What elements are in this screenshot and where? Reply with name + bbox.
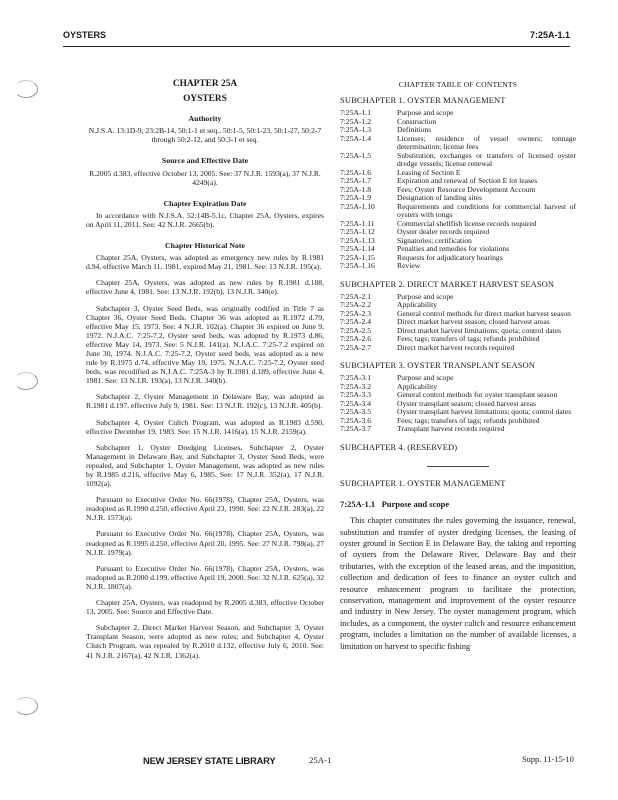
toc-entry-title: Substitution, exchanges or transfers of licensed oyster dredge vessels; license renewal (397, 150, 576, 169)
toc-entry (340, 152, 576, 169)
toc-entry-title: Commercial shellfish license records required (397, 218, 537, 228)
history-note: Pursuant to Executive Order No. 66(1978), Chapter 25A, Oysters, was readopted as R.1990 d.250, effective April 23, 1990. See: 22 N.J.R. 283(a), 22 N.J.R. 1573(a). (86, 495, 324, 523)
toc-entry-title: Direct market harvest limitations; quota; control dates (397, 325, 562, 335)
toc-entry-title: Purpose and scope (397, 108, 454, 118)
toc-entry-number: 7:25A-3.3 (340, 390, 372, 400)
toc-entry-title: Applicability (397, 381, 438, 391)
toc-entry (340, 203, 576, 220)
chapter-number: CHAPTER 25A (172, 79, 238, 89)
toc-entry-number: 7:25A-2.1 (340, 291, 372, 301)
toc-list-2 (340, 293, 576, 353)
toc-entry-number: 7:25A-1.12 (340, 227, 375, 237)
toc-entry (340, 344, 576, 353)
toc-entry-number: 7:25A-1.8 (340, 184, 372, 194)
toc-entry-title: Oyster dealer records required (397, 227, 490, 237)
toc-entry-title: General control methods for oyster transplant season (397, 390, 558, 400)
right-column (340, 80, 576, 652)
toc-entry-title: Requirements and conditions for commercial harvest of oysters with tongs (397, 201, 576, 220)
toc-entry-number: 7:25A-2.3 (340, 308, 372, 318)
toc-entry-number: 7:25A-1.11 (340, 218, 375, 228)
left-column (86, 80, 324, 667)
toc-entry-number: 7:25A-3.2 (340, 381, 372, 391)
toc-entry-number: 7:25A-3.5 (340, 407, 372, 417)
toc-entry-number: 7:25A-1.14 (340, 244, 375, 254)
authority-text: N.J.S.A. 13:1D-9, 23:2B-14, 50:1-1 et seq., 50:1-5, 50:1-23, 50:1-27, 50:2-7 through 50:2-12, and 50:3-1 et seq. (88, 126, 322, 145)
history-note: Chapter 25A, Oysters, was adopted as emergency new rules by R.1981 d.94, effective March 11, 1981, expired May 21, 1981. See: 13 N.J.R. 195(a). (86, 253, 324, 272)
history-note: Pursuant to Executive Order No. 66(1978), Chapter 25A, Oysters, was readopted as R.1995 d.250, effective April 20, 1995. See: 27 N.J.R. 798(a), 27 N.J.R. 1979(a). (86, 529, 324, 557)
toc-entry-title: Signatories; certification (397, 235, 472, 245)
history-note: Pursuant to Executive Order No. 66(1978), Chapter 25A, Oysters, was readopted as R.2000 d.199, effective April 19, 2000. See: 32 N.J.R. 625(a), 32 N.J.R. 1807(a). (86, 563, 324, 591)
chapter-title: OYSTERS (183, 94, 227, 105)
toc-entry (340, 118, 576, 127)
toc-entry-number: 7:25A-3.4 (340, 398, 372, 408)
toc-entry-title: General control methods for direct market harvest season (397, 308, 571, 318)
page-number: 25A-1 (309, 755, 332, 765)
punch-hole-bottom (14, 697, 38, 715)
source-text: R.2005 d.383, effective October 13, 2005. See: 37 N.J.R. 1593(a), 37 N.J.R. 4249(a). (89, 168, 321, 187)
toc-entry-number: 7:25A-3.1 (340, 373, 372, 383)
toc-entry (340, 425, 576, 434)
history-note: Subchapter 4, Oyster Cultch Program, was adopted as R.1983 d.590, effective December 19, 1983. See: 15 N.J.R. 1416(a), 15 N.J.R. 2159(a). (86, 417, 324, 436)
body-subchapter-heading: SUBCHAPTER 1. OYSTER MANAGEMENT (340, 477, 506, 488)
toc-list-1 (340, 109, 576, 271)
expiration-text: In accordance with N.J.S.A. 52:14B-5.1c, Chapter 25A, Oysters, expires on April 11, 2011. See: 42 N.J.R. 2665(b). (86, 210, 324, 229)
history-note: Subchapter 3, Oyster Seed Beds, was originally codified in Title 7 as Chapter 36, Oyster Seed Beds. Chapter 36 was adopted as R.1972 d.79, effective May 15, 1973. See: 4 N.J.R. 102(a). Chapter 36 expired on June 9, 1972. N.J.A.C. 7:25-7.2, Oyster seed beds, was adopted by R.1973 d.86, effective May 14, 1973. See: 5 N.J.R. 141(a). N.J.A.C. 7:25-7.2 expired on June 30, 1974. N.J.A.C. 7:25-7.2, Oyster seed beds, was adopted as a new rule by R.1975 d.74, effective May 19, 1975. N.J.A.C. 7:25-7.2, Oyster seed beds, was recodified as N.J.A.C. 7:25A-3 by R.1981 d.189, effective June 4, 1981. See: 13 N.J.R. 193(a), 13 N.J.R. 340(b). (86, 303, 324, 386)
toc-entry-number: 7:25A-1.16 (340, 261, 375, 271)
toc-entry-number: 7:25A-1.15 (340, 252, 375, 262)
toc-subchapter-3: SUBCHAPTER 3. OYSTER TRANSPLANT SEASON (340, 360, 536, 371)
toc-entry-title: Designation of landing sites (397, 193, 482, 203)
section-text: This chapter constitutes the rules governing the issuance, renewal, substitution and transfer of oyster dredging licenses, the leasing of oyster ground in Section E in Delaware Bay, the taking and reporting of oysters from the Delaware River, Delaware Bay and their tributaries, with the exception of the leased areas, and the imposition, collection and dedication of fees to finance an oyster cultch and resource enhancement program to facilitate the protection, conservation, management and improvement of the oyster resource and industry in New Jersey. The oyster management program, which includes, as a component, the oyster cultch and resource enhancement program, includes a limitation on the number of available licenses, a limitation on harvest to specific fishing (340, 516, 576, 651)
toc-entry-title: Oyster transplant season; closed harvest areas (397, 398, 536, 408)
toc-entry-title: Expiration and renewal of Section E lot leases (397, 176, 538, 186)
toc-entry-number: 7:25A-2.7 (340, 342, 372, 352)
supplement-date: Supp. 11-15-10 (522, 755, 574, 764)
toc-entry-title: Applicability (397, 300, 438, 310)
running-header (63, 30, 570, 44)
authority-heading: Authority (188, 114, 222, 124)
toc-entry-number: 7:25A-2.2 (340, 300, 372, 310)
toc-entry-title: Requests for adjudicatory hearings (397, 252, 503, 262)
toc-entry-title: Leasing of Section E (397, 167, 461, 177)
header-section: 7:25A-1.1 (529, 30, 570, 40)
toc-entry (340, 135, 576, 152)
toc-subchapter-4: SUBCHAPTER 4. (RESERVED) (340, 441, 458, 452)
toc-entry (340, 293, 576, 302)
toc-entry-title: Direct market harvest season; closed harvest areas (397, 317, 550, 327)
toc-entry-number: 7:25A-1.13 (340, 235, 375, 245)
toc-entry-title: Purpose and scope (397, 291, 454, 301)
toc-entry-number: 7:25A-1.1 (340, 108, 372, 118)
toc-entry-number: 7:25A-2.5 (340, 325, 372, 335)
toc-entry-title: Definitions (397, 125, 432, 135)
history-note: Subchapter 1, Oyster Dredging Licenses, Subchapter 2, Oyster Management in Delaware Bay, and Subchapter 3, Oyster Seed Beds, were repealed, and Subchapter 1, Oyster Management, was adopted as new rules by R.1985 d.216, effective May 6, 1985. See: 17 N.J.R. 352(a), 17 N.J.R. 1092(a). (86, 442, 324, 489)
toc-entry-number: 7:25A-1.3 (340, 125, 372, 135)
toc-entry (340, 254, 576, 263)
expiration-heading: Chapter Expiration Date (163, 198, 247, 208)
toc-entry-title: Fees; tags; transfers of tags; refunds prohibited (397, 334, 540, 344)
toc-entry-title: Penalties and remedies for violations (397, 244, 510, 254)
toc-entry-title: Purpose and scope (397, 373, 454, 383)
toc-entry-title: Oyster transplant harvest limitations; quota; control dates (397, 407, 572, 417)
toc-entry-number: 7:25A-1.2 (340, 116, 372, 126)
toc-entry-title: Construction (397, 116, 437, 126)
toc-entry-title: Fees; Oyster Resource Development Account (397, 184, 536, 194)
toc-list-3 (340, 374, 576, 434)
toc-entry-number: 7:25A-2.6 (340, 334, 372, 344)
punch-hole-top (14, 80, 38, 98)
header-rule (63, 46, 570, 47)
toc-entry-number: 7:25A-1.5 (340, 150, 372, 160)
toc-entry-title: Licenses; residence of vessel owners; tonnage determination; license fees (397, 133, 576, 152)
toc-entry (340, 262, 576, 271)
section-heading (340, 500, 576, 509)
toc-subchapter-2: SUBCHAPTER 2. DIRECT MARKET HARVEST SEASON (340, 278, 555, 289)
toc-subchapter-1: SUBCHAPTER 1. OYSTER MANAGEMENT (340, 95, 506, 106)
toc-entry-number: 7:25A-2.4 (340, 317, 372, 327)
section-title: Purpose and scope (381, 499, 450, 510)
section-number: 7:25A-1.1 (340, 499, 376, 510)
toc-entry-title: Transplant harvest records required (397, 424, 505, 434)
toc-heading: CHAPTER TABLE OF CONTENTS (398, 80, 518, 89)
toc-entry-number: 7:25A-1.4 (340, 133, 372, 143)
history-note: Chapter 25A, Oysters, was readopted by R.2005 d.383, effective October 13, 2005. See: Source and Effective Date. (86, 598, 324, 617)
toc-entry-number: 7:25A-1.6 (340, 167, 372, 177)
history-note: Chapter 25A, Oysters, was adopted as new rules by R.1981 d.188, effective June 4, 1981. See: 13 N.J.R. 192(b), 13 N.J.R. 340(e). (86, 278, 324, 297)
header-title: OYSTERS (63, 30, 107, 40)
toc-entry-number: 7:25A-1.7 (340, 176, 372, 186)
toc-entry-number: 7:25A-1.10 (340, 201, 375, 211)
library-stamp: NEW JERSEY STATE LIBRARY (143, 755, 276, 766)
history-note: Subchapter 2, Direct Market Harvest Season, and Subchapter 3, Oyster Transplant Season, were adopted as new rules; and Subchapter 4, Oyster Clutch Program, was repealed by R.2010 d.132, effective July 6, 2010. See: 41 N.J.R. 2167(a), 42 N.J.R. 1362(a). (86, 623, 324, 660)
history-note: Subchapter 2, Oyster Management in Delaware Bay, was adopted as R.1981 d.197, effective July 9, 1981. See: 13 N.J.R. 192(c), 13 N.J.R. 405(b). (86, 392, 324, 411)
toc-entry-number: 7:25A-3.6 (340, 415, 372, 425)
toc-entry (340, 374, 576, 383)
toc-entry-title: Fees; tags; transfers of tags; refunds prohibited (397, 415, 540, 425)
toc-entry-title: Direct market harvest records required (397, 342, 515, 352)
toc-entry-number: 7:25A-1.9 (340, 193, 372, 203)
section-divider (427, 466, 489, 467)
toc-entry-number: 7:25A-3.7 (340, 424, 372, 434)
toc-entry-title: Review (397, 261, 421, 271)
history-heading: Chapter Historical Note (165, 241, 245, 251)
source-heading: Source and Effective Date (161, 156, 249, 166)
punch-hole-middle (14, 372, 38, 390)
toc-entry (340, 109, 576, 118)
